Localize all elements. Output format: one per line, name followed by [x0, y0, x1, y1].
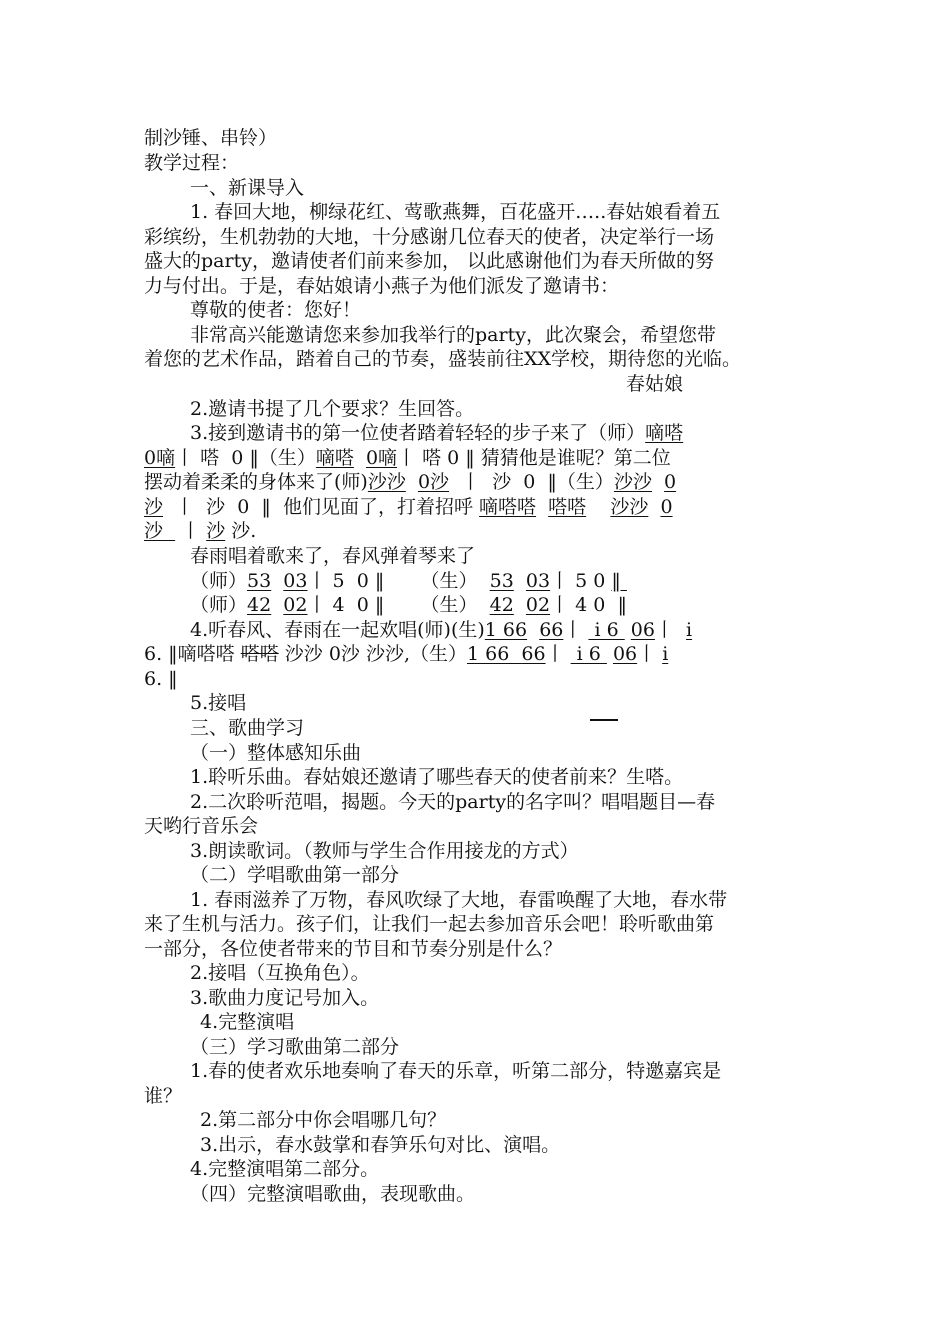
text-line: 教学过程： [144, 152, 240, 174]
text-line: 制沙锤、串铃） [144, 127, 278, 149]
text-line: 非常高兴能邀请您来参加我举行的party，此次聚会，希望您带 [190, 324, 716, 346]
text-line: 彩缤纷，生机勃勃的大地，十分感谢几位春天的使者，决定举行一场 [144, 226, 715, 248]
text-segment: 丨 [545, 643, 571, 665]
rhythm-note: 1 66 [466, 643, 522, 665]
text-segment: 丨 4 0 ‖ （生） [307, 594, 490, 616]
text-line: 3.朗读歌词。（教师与学生合作用接龙的方式） [190, 840, 579, 862]
rhythm-note: 嘀嗒 [645, 422, 684, 444]
rhythm-note: 03 [283, 570, 308, 592]
section-heading: 一、新课导入 [190, 177, 305, 199]
rule-mark [590, 719, 618, 721]
text-line: 1.春的使者欢乐地奏响了春天的乐章，听第二部分，特邀嘉宾是 [190, 1060, 722, 1082]
text-segment: 沙. [225, 520, 257, 542]
text-line [144, 470, 676, 495]
text-segment [406, 471, 418, 493]
text-line: 5.接唱 [190, 692, 247, 714]
rhythm-note: 嗒嗒 [548, 496, 587, 518]
rhythm-note: 嘀嗒嗒 [479, 496, 537, 518]
rhythm-note: i 6 [588, 619, 625, 641]
notation-line: 6. ‖ [144, 668, 178, 690]
rhythm-note: 嘀嗒 [315, 447, 354, 469]
rhythm-note: 0嘀 [365, 447, 398, 469]
rhythm-note: 0沙 [417, 471, 450, 493]
text-line: 尊敬的使者：您好！ [190, 299, 362, 321]
text-segment [652, 471, 664, 493]
text-segment [536, 496, 548, 518]
rhythm-note: 66 [521, 643, 546, 665]
text-line: 来了生机与活力。孩子们，让我们一起去参加音乐会吧！聆听歌曲第 [144, 913, 715, 935]
rhythm-note: 02 [283, 594, 308, 616]
notation-line [190, 618, 692, 643]
text-segment [514, 570, 526, 592]
rhythm-note: 沙沙 [610, 496, 649, 518]
notation-line [190, 569, 627, 594]
text-segment [648, 496, 660, 518]
rhythm-note: i [662, 643, 669, 665]
text-line [190, 421, 683, 446]
rhythm-note: 42 [489, 594, 514, 616]
rhythm-note: 0 [660, 496, 673, 518]
text-line: 1. 春雨滋养了万物，春风吹绿了大地，春雷唤醒了大地，春水带 [190, 889, 728, 911]
text-segment: 丨 5 0 [550, 570, 612, 592]
text-segment: 3.接到邀请书的第一位使者踏着轻轻的步子来了（师） [190, 422, 646, 444]
subsection-heading: （四）完整演唱歌曲，表现歌曲。 [190, 1183, 476, 1205]
rhythm-note: 06 [630, 619, 655, 641]
text-segment: 丨 4 0 ‖ [550, 594, 627, 616]
section-heading: 三、歌曲学习 [190, 717, 305, 739]
rhythm-note: 02 [525, 594, 551, 616]
subsection-heading: （二）学唱歌曲第一部分 [190, 864, 400, 886]
text-segment: 6. ‖嘀嗒嗒 [144, 643, 241, 665]
notation-line [190, 593, 627, 618]
text-segment: （师） [190, 594, 248, 616]
subsection-heading: （三）学习歌曲第二部分 [190, 1036, 400, 1058]
text-segment: 丨 嗒 0 ‖ 猜猜他是谁呢？第二位 [397, 447, 671, 469]
text-segment: 丨 沙 0 ‖（生） [449, 471, 614, 493]
text-line: 2.二次聆听范唱，揭题。今天的party的名字叫？唱唱题目—春 [190, 791, 716, 813]
text-line: 3.歌曲力度记号加入。 [190, 987, 380, 1009]
text-line: 2.邀请书提了几个要求？生回答。 [190, 398, 475, 420]
text-segment [527, 619, 539, 641]
text-line [144, 446, 671, 471]
rhythm-note: 66 [539, 619, 564, 641]
rhythm-note: i [686, 619, 693, 641]
rhythm-note: 0 [664, 471, 677, 493]
text-segment: 沙沙 0沙 沙沙,（生） [278, 643, 467, 665]
text-line: 4.完整演唱第二部分。 [190, 1158, 380, 1180]
rhythm-note: 0嘀 [144, 447, 176, 469]
text-line [144, 519, 256, 544]
notation-line [144, 642, 668, 667]
text-segment: 丨 [563, 619, 589, 641]
text-segment [586, 496, 610, 518]
text-segment: 丨 嗒 0 ‖（生） [175, 447, 316, 469]
rhythm-note: 嗒嗒 [240, 643, 279, 665]
rhythm-note: 53 [247, 570, 272, 592]
text-line: 着您的艺术作品，踏着自己的节奏，盛装前往XX学校，期待您的光临。 [144, 348, 742, 370]
text-line: 3.出示，春水鼓掌和春笋乐句对比、演唱。 [200, 1134, 561, 1156]
text-line: 1.聆听乐曲。春姑娘还邀请了哪些春天的使者前来？生嗒。 [190, 766, 684, 788]
rhythm-note: 沙 [144, 520, 176, 542]
text-line [144, 495, 673, 520]
text-segment [271, 594, 283, 616]
text-line: 盛大的party，邀请使者们前来参加， 以此感谢他们为春天所做的努 [144, 250, 714, 272]
rhythm-note: 03 [525, 570, 551, 592]
text-segment: 丨 [654, 619, 687, 641]
text-segment: 丨 沙 0 ‖ 他们见面了，打着招呼 [163, 496, 480, 518]
text-segment [271, 570, 283, 592]
text-line: 谁？ [144, 1085, 183, 1107]
text-line: 春雨唱着歌来了，春风弹着琴来了 [190, 545, 476, 567]
text-segment: 摆动着柔柔的身体来了(师) [144, 471, 368, 493]
rhythm-note: 06 [612, 643, 638, 665]
text-line: 春姑娘 [626, 373, 684, 395]
text-segment: 丨 [175, 520, 207, 542]
rhythm-note: 53 [489, 570, 514, 592]
text-line: 2.第二部分中你会唱哪几句？ [200, 1109, 447, 1131]
text-line: 力与付出。于是，春姑娘请小燕子为他们派发了邀请书： [144, 275, 620, 297]
text-line: 4.完整演唱 [200, 1011, 295, 1033]
text-segment [514, 594, 526, 616]
rhythm-note: 沙 [206, 520, 226, 542]
rhythm-note: ‖ [611, 570, 627, 592]
text-segment: 4.听春风、春雨在一起欢唱(师)(生) [190, 619, 485, 641]
rhythm-note: i 6 [570, 643, 607, 665]
text-line: 一部分，各位使者带来的节目和节奏分别是什么？ [144, 938, 563, 960]
text-line: 2.接唱（互换角色）。 [190, 962, 370, 984]
text-line: 天哟行音乐会 [144, 815, 259, 837]
text-segment: 丨 [637, 643, 663, 665]
rhythm-note: 1 66 [484, 619, 528, 641]
rhythm-note: 沙沙 [613, 471, 652, 493]
rhythm-note: 沙 [144, 496, 164, 518]
rhythm-note: 42 [247, 594, 272, 616]
rhythm-note: 沙沙 [367, 471, 406, 493]
text-segment: 丨 5 0 ‖ （生） [307, 570, 490, 592]
subsection-heading: （一）整体感知乐曲 [190, 742, 362, 764]
text-line: 1. 春回大地，柳绿花红、莺歌燕舞，百花盛开…..春姑娘看着五 [190, 201, 721, 223]
text-segment [354, 447, 366, 469]
text-segment: （师） [190, 570, 248, 592]
